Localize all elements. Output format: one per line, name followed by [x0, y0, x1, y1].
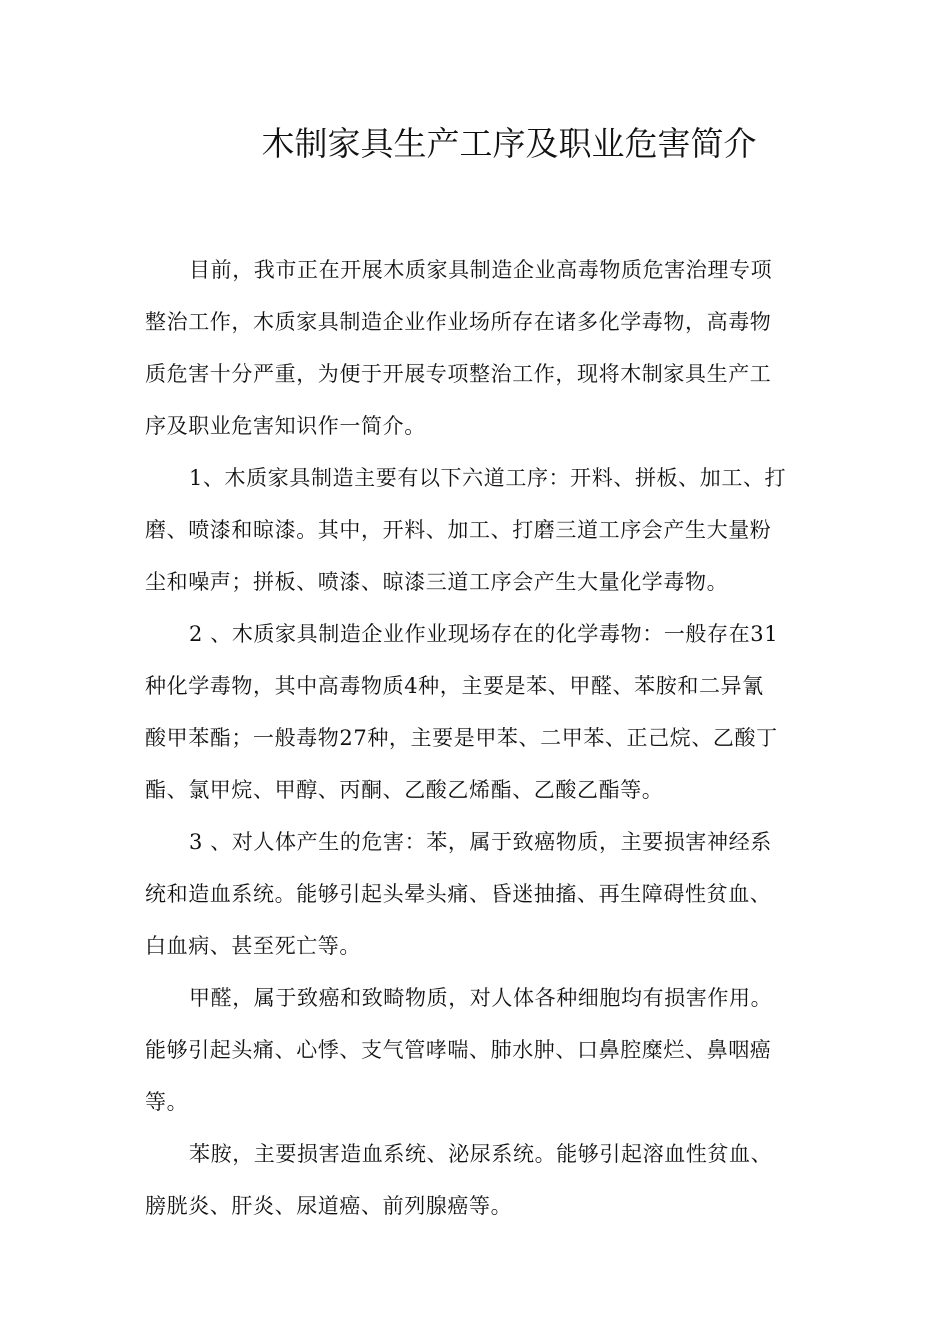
document-body	[145, 244, 805, 1232]
paragraph-line: 2 、木质家具制造企业作业现场存在的化学毒物：一般存在31	[189, 622, 779, 646]
paragraph-formaldehyde	[145, 972, 805, 1128]
paragraph-line: 白血病、甚至死亡等。	[145, 934, 361, 958]
document-title: 木制家具生产工序及职业危害简介	[261, 124, 757, 163]
paragraph-line: 等。	[145, 1090, 189, 1114]
paragraph-line: 3 、对人体产生的危害：苯，属于致癌物质，主要损害神经系	[189, 830, 772, 854]
paragraph-line: 磨、喷漆和晾漆。其中，开料、加工、打磨三道工序会产生大量粉	[145, 518, 772, 542]
paragraph-line: 尘和噪声；拼板、喷漆、晾漆三道工序会产生大量化学毒物。	[145, 570, 729, 594]
paragraph-line: 苯胺，主要损害造血系统、泌尿系统。能够引起溶血性贫血、	[189, 1142, 773, 1166]
paragraph-line: 统和造血系统。能够引起头晕头痛、昏迷抽搐、再生障碍性贫血、	[145, 882, 772, 906]
paragraph-benzene	[145, 816, 805, 972]
paragraph-line: 酯、氯甲烷、甲醇、丙酮、乙酸乙烯酯、乙酸乙酯等。	[145, 778, 664, 802]
paragraph-processes	[145, 452, 805, 608]
paragraph-line: 甲醛，属于致癌和致畸物质，对人体各种细胞均有损害作用。	[189, 986, 773, 1010]
paragraph-line: 目前，我市正在开展木质家具制造企业高毒物质危害治理专项	[189, 258, 773, 282]
paragraph-line: 1、木质家具制造主要有以下六道工序：开料、拼板、加工、打	[189, 466, 787, 490]
paragraph-intro	[145, 244, 805, 452]
paragraph-line: 膀胱炎、肝炎、尿道癌、前列腺癌等。	[145, 1194, 513, 1218]
paragraph-chemicals	[145, 608, 805, 816]
paragraph-aniline	[145, 1128, 805, 1232]
paragraph-line: 整治工作，木质家具制造企业作业场所存在诸多化学毒物，高毒物	[145, 310, 772, 334]
paragraph-line: 酸甲苯酯；一般毒物27种，主要是甲苯、二甲苯、正己烷、乙酸丁	[145, 726, 778, 750]
paragraph-line: 序及职业危害知识作一简介。	[145, 414, 426, 438]
paragraph-line: 能够引起头痛、心悸、支气管哮喘、肺水肿、口鼻腔糜烂、鼻咽癌	[145, 1038, 772, 1062]
paragraph-line: 种化学毒物，其中高毒物质4种，主要是苯、甲醛、苯胺和二异氰	[145, 674, 764, 698]
paragraph-line: 质危害十分严重，为便于开展专项整治工作，现将木制家具生产工	[145, 362, 772, 386]
